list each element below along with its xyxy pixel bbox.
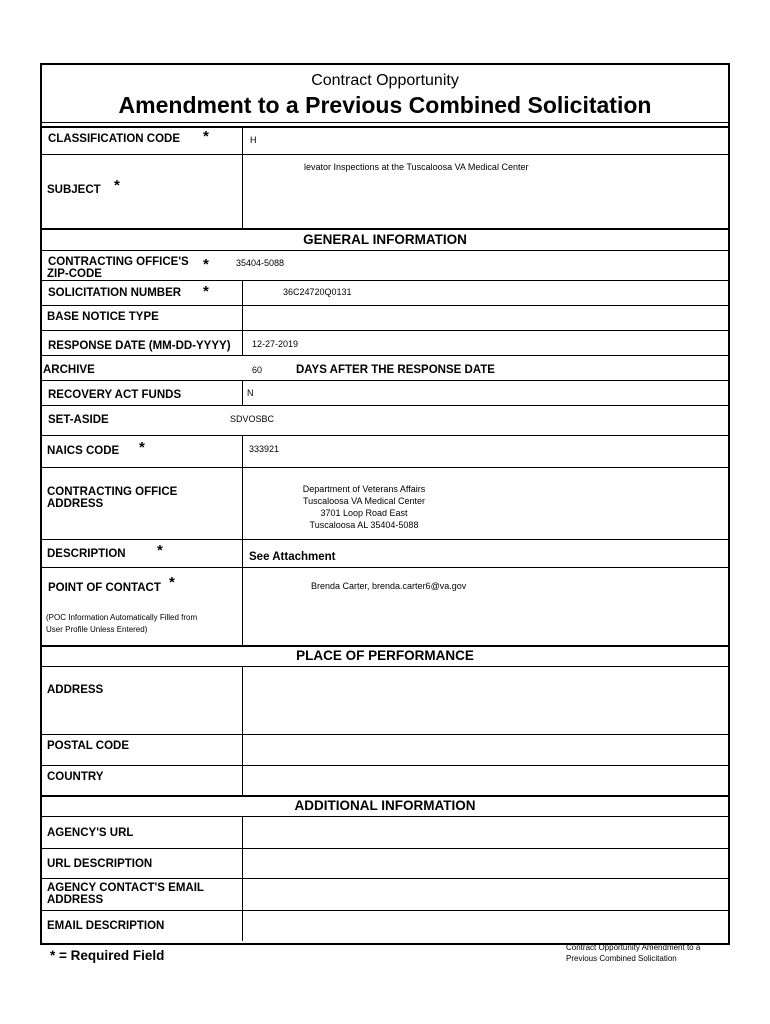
subject-value[interactable]: levator Inspections at the Tuscaloosa VA Medical Center (304, 162, 529, 172)
office-address-line[interactable]: Tuscaloosa AL 35404-5088 (309, 520, 419, 530)
rule (42, 280, 728, 281)
archive-label: ARCHIVE (43, 364, 95, 376)
office-address-label-line1: CONTRACTING OFFICE (47, 486, 178, 498)
column-divider (242, 435, 243, 645)
form-subtitle: Contract Opportunity (311, 72, 459, 89)
required-marker: * (203, 256, 209, 273)
rule (42, 539, 728, 540)
office-address-line[interactable]: Tuscaloosa VA Medical Center (302, 496, 426, 506)
poc-label: POINT OF CONTACT (48, 582, 161, 594)
rule (42, 380, 728, 381)
required-marker: * (114, 177, 120, 194)
pop-country-field[interactable] (243, 766, 728, 795)
rule (42, 467, 728, 468)
rule (42, 154, 728, 155)
rule (42, 228, 728, 230)
rule (42, 355, 728, 356)
footer-caption-line2: Previous Combined Solicitation (566, 954, 677, 963)
naics-code-value[interactable]: 333921 (249, 444, 280, 454)
section-general-information: GENERAL INFORMATION (303, 232, 467, 247)
set-aside-value[interactable]: SDVOSBC (230, 414, 275, 424)
archive-suffix: DAYS AFTER THE RESPONSE DATE (296, 364, 495, 376)
office-address-label-line2: ADDRESS (47, 498, 104, 510)
agency-url-field[interactable] (243, 817, 728, 848)
zip-value[interactable]: 35404-5088 (236, 258, 285, 268)
solicitation-number-value[interactable]: 36C24720Q0131 (283, 287, 352, 297)
email-description-label: EMAIL DESCRIPTION (47, 920, 165, 932)
description-label: DESCRIPTION (47, 548, 126, 560)
rule (42, 126, 728, 128)
rule (42, 645, 728, 647)
required-marker: * (203, 128, 209, 145)
set-aside-label: SET-ASIDE (48, 414, 109, 426)
agency-url-label: AGENCY'S URL (47, 827, 134, 839)
rule (42, 330, 728, 331)
rule (42, 405, 728, 406)
column-divider (242, 280, 243, 355)
zip-label-line1: CONTRACTING OFFICE'S (48, 256, 189, 268)
pop-postal-code-field[interactable] (243, 735, 728, 765)
description-value[interactable]: See Attachment (249, 551, 336, 563)
footer-caption-line1: Contract Opportunity Amendment to a (566, 943, 701, 952)
agency-email-label-line1: AGENCY CONTACT'S EMAIL (47, 882, 204, 894)
classification-code-value[interactable]: H (250, 135, 257, 145)
section-place-of-performance: PLACE OF PERFORMANCE (296, 648, 474, 663)
recovery-act-label: RECOVERY ACT FUNDS (48, 389, 182, 401)
office-address-line[interactable]: Department of Veterans Affairs (302, 484, 426, 494)
base-notice-type-label: BASE NOTICE TYPE (47, 311, 159, 323)
required-marker: * (157, 542, 163, 559)
rule (42, 250, 728, 251)
zip-label-line2: ZIP-CODE (47, 268, 102, 280)
rule (42, 435, 728, 436)
url-description-field[interactable] (243, 849, 728, 878)
required-marker: * (169, 574, 175, 591)
office-address-line[interactable]: 3701 Loop Road East (320, 508, 408, 518)
subject-label: SUBJECT (47, 184, 101, 196)
recovery-act-value[interactable]: N (247, 388, 254, 398)
section-additional-information: ADDITIONAL INFORMATION (294, 798, 476, 813)
column-divider (242, 380, 243, 405)
response-date-label: RESPONSE DATE (MM-DD-YYYY) (48, 340, 231, 352)
rule (42, 305, 728, 306)
email-description-field[interactable] (243, 911, 728, 941)
naics-code-label: NAICS CODE (47, 445, 120, 457)
response-date-value[interactable]: 12-27-2019 (252, 339, 299, 349)
solicitation-number-label: SOLICITATION NUMBER (48, 287, 182, 299)
column-divider (242, 128, 243, 228)
agency-email-label-line2: ADDRESS (47, 894, 104, 906)
required-marker: * (203, 283, 209, 300)
form-title: Amendment to a Previous Combined Solicitation (118, 92, 652, 118)
pop-address-field[interactable] (243, 667, 728, 734)
classification-code-label: CLASSIFICATION CODE (48, 133, 181, 145)
pop-postal-code-label: POSTAL CODE (47, 740, 129, 752)
pop-address-label: ADDRESS (47, 684, 104, 696)
poc-note-line1: (POC Information Automatically Filled from (46, 613, 198, 622)
agency-email-field[interactable] (243, 879, 728, 910)
poc-note-line2: User Profile Unless Entered) (46, 625, 148, 634)
url-description-label: URL DESCRIPTION (47, 858, 153, 870)
rule (42, 795, 728, 797)
rule (42, 567, 728, 568)
pop-country-label: COUNTRY (47, 771, 104, 783)
poc-value[interactable]: Brenda Carter, brenda.carter6@va.gov (311, 581, 467, 591)
archive-value[interactable]: 60 (252, 365, 263, 375)
rule (42, 122, 728, 123)
required-field-note: * = Required Field (50, 948, 165, 963)
required-marker: * (139, 439, 145, 456)
